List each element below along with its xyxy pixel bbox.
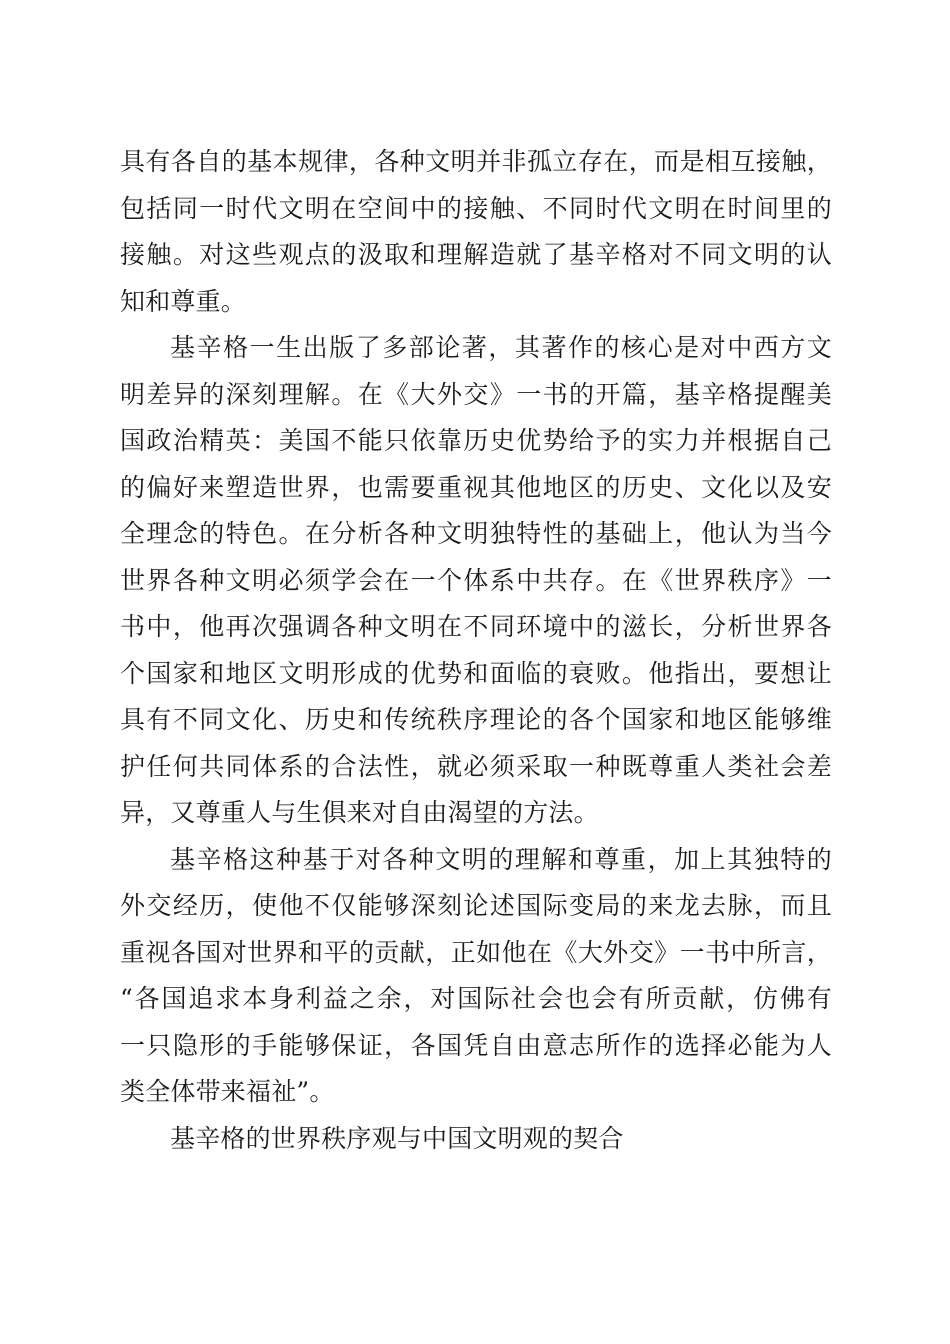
text-line: 的偏好来塑造世界，也需要重视其他地区的历史、文化以及安 <box>120 472 832 502</box>
paragraph-3 <box>120 837 832 1116</box>
text-line: 包括同一时代文明在空间中的接触、不同时代文明在时间里的 <box>120 193 832 223</box>
text-line: 全理念的特色。在分析各种文明独特性的基础上，他认为当今 <box>120 519 832 548</box>
text-line: 异，又尊重人与生俱来对自由渴望的方法。 <box>120 798 599 827</box>
text-line: 具有不同文化、历史和传统秩序理论的各个国家和地区能够维 <box>120 705 832 734</box>
document-body <box>120 139 832 1162</box>
text-line: 护任何共同体系的合法性，就必须采取一种既尊重人类社会差 <box>120 751 832 781</box>
heading-line: 基辛格的世界秩序观与中国文明观的契合 <box>170 1123 624 1153</box>
text-line: 接触。对这些观点的汲取和理解造就了基辛格对不同文明的认 <box>120 240 832 269</box>
section-heading <box>120 1116 832 1163</box>
text-line: 一只隐形的手能够保证，各国凭自由意志所作的选择必能为人 <box>120 1030 832 1060</box>
paragraph-1 <box>120 139 832 325</box>
text-line: 基辛格一生出版了多部论著，其著作的核心是对中西方文 <box>170 333 832 362</box>
text-line: 类全体带来福祉”。 <box>120 1077 335 1106</box>
text-line: 书中，他再次强调各种文明在不同环境中的滋长，分析世界各 <box>120 612 832 641</box>
text-line: 世界各种文明必须学会在一个体系中共存。在《世界秩序》一 <box>120 565 832 595</box>
text-line: 外交经历，使他不仅能够深刻论述国际变局的来龙去脉，而且 <box>120 891 832 920</box>
text-line: 重视各国对世界和平的贡献，正如他在《大外交》一书中所言， <box>120 937 832 967</box>
text-line: 知和尊重。 <box>120 286 247 316</box>
text-line: 明差异的深刻理解。在《大外交》一书的开篇，基辛格提醒美 <box>120 379 832 409</box>
text-line: 个国家和地区文明形成的优势和面临的衰败。他指出，要想让 <box>120 658 832 688</box>
text-line: “各国追求本身利益之余，对国际社会也会有所贡献，仿佛有 <box>120 984 832 1013</box>
text-line: 基辛格这种基于对各种文明的理解和尊重，加上其独特的 <box>170 844 832 874</box>
text-line: 国政治精英：美国不能只依靠历史优势给予的实力并根据自己 <box>120 426 832 455</box>
paragraph-2 <box>120 325 832 837</box>
text-line: 具有各自的基本规律，各种文明并非孤立存在，而是相互接触， <box>120 147 832 176</box>
